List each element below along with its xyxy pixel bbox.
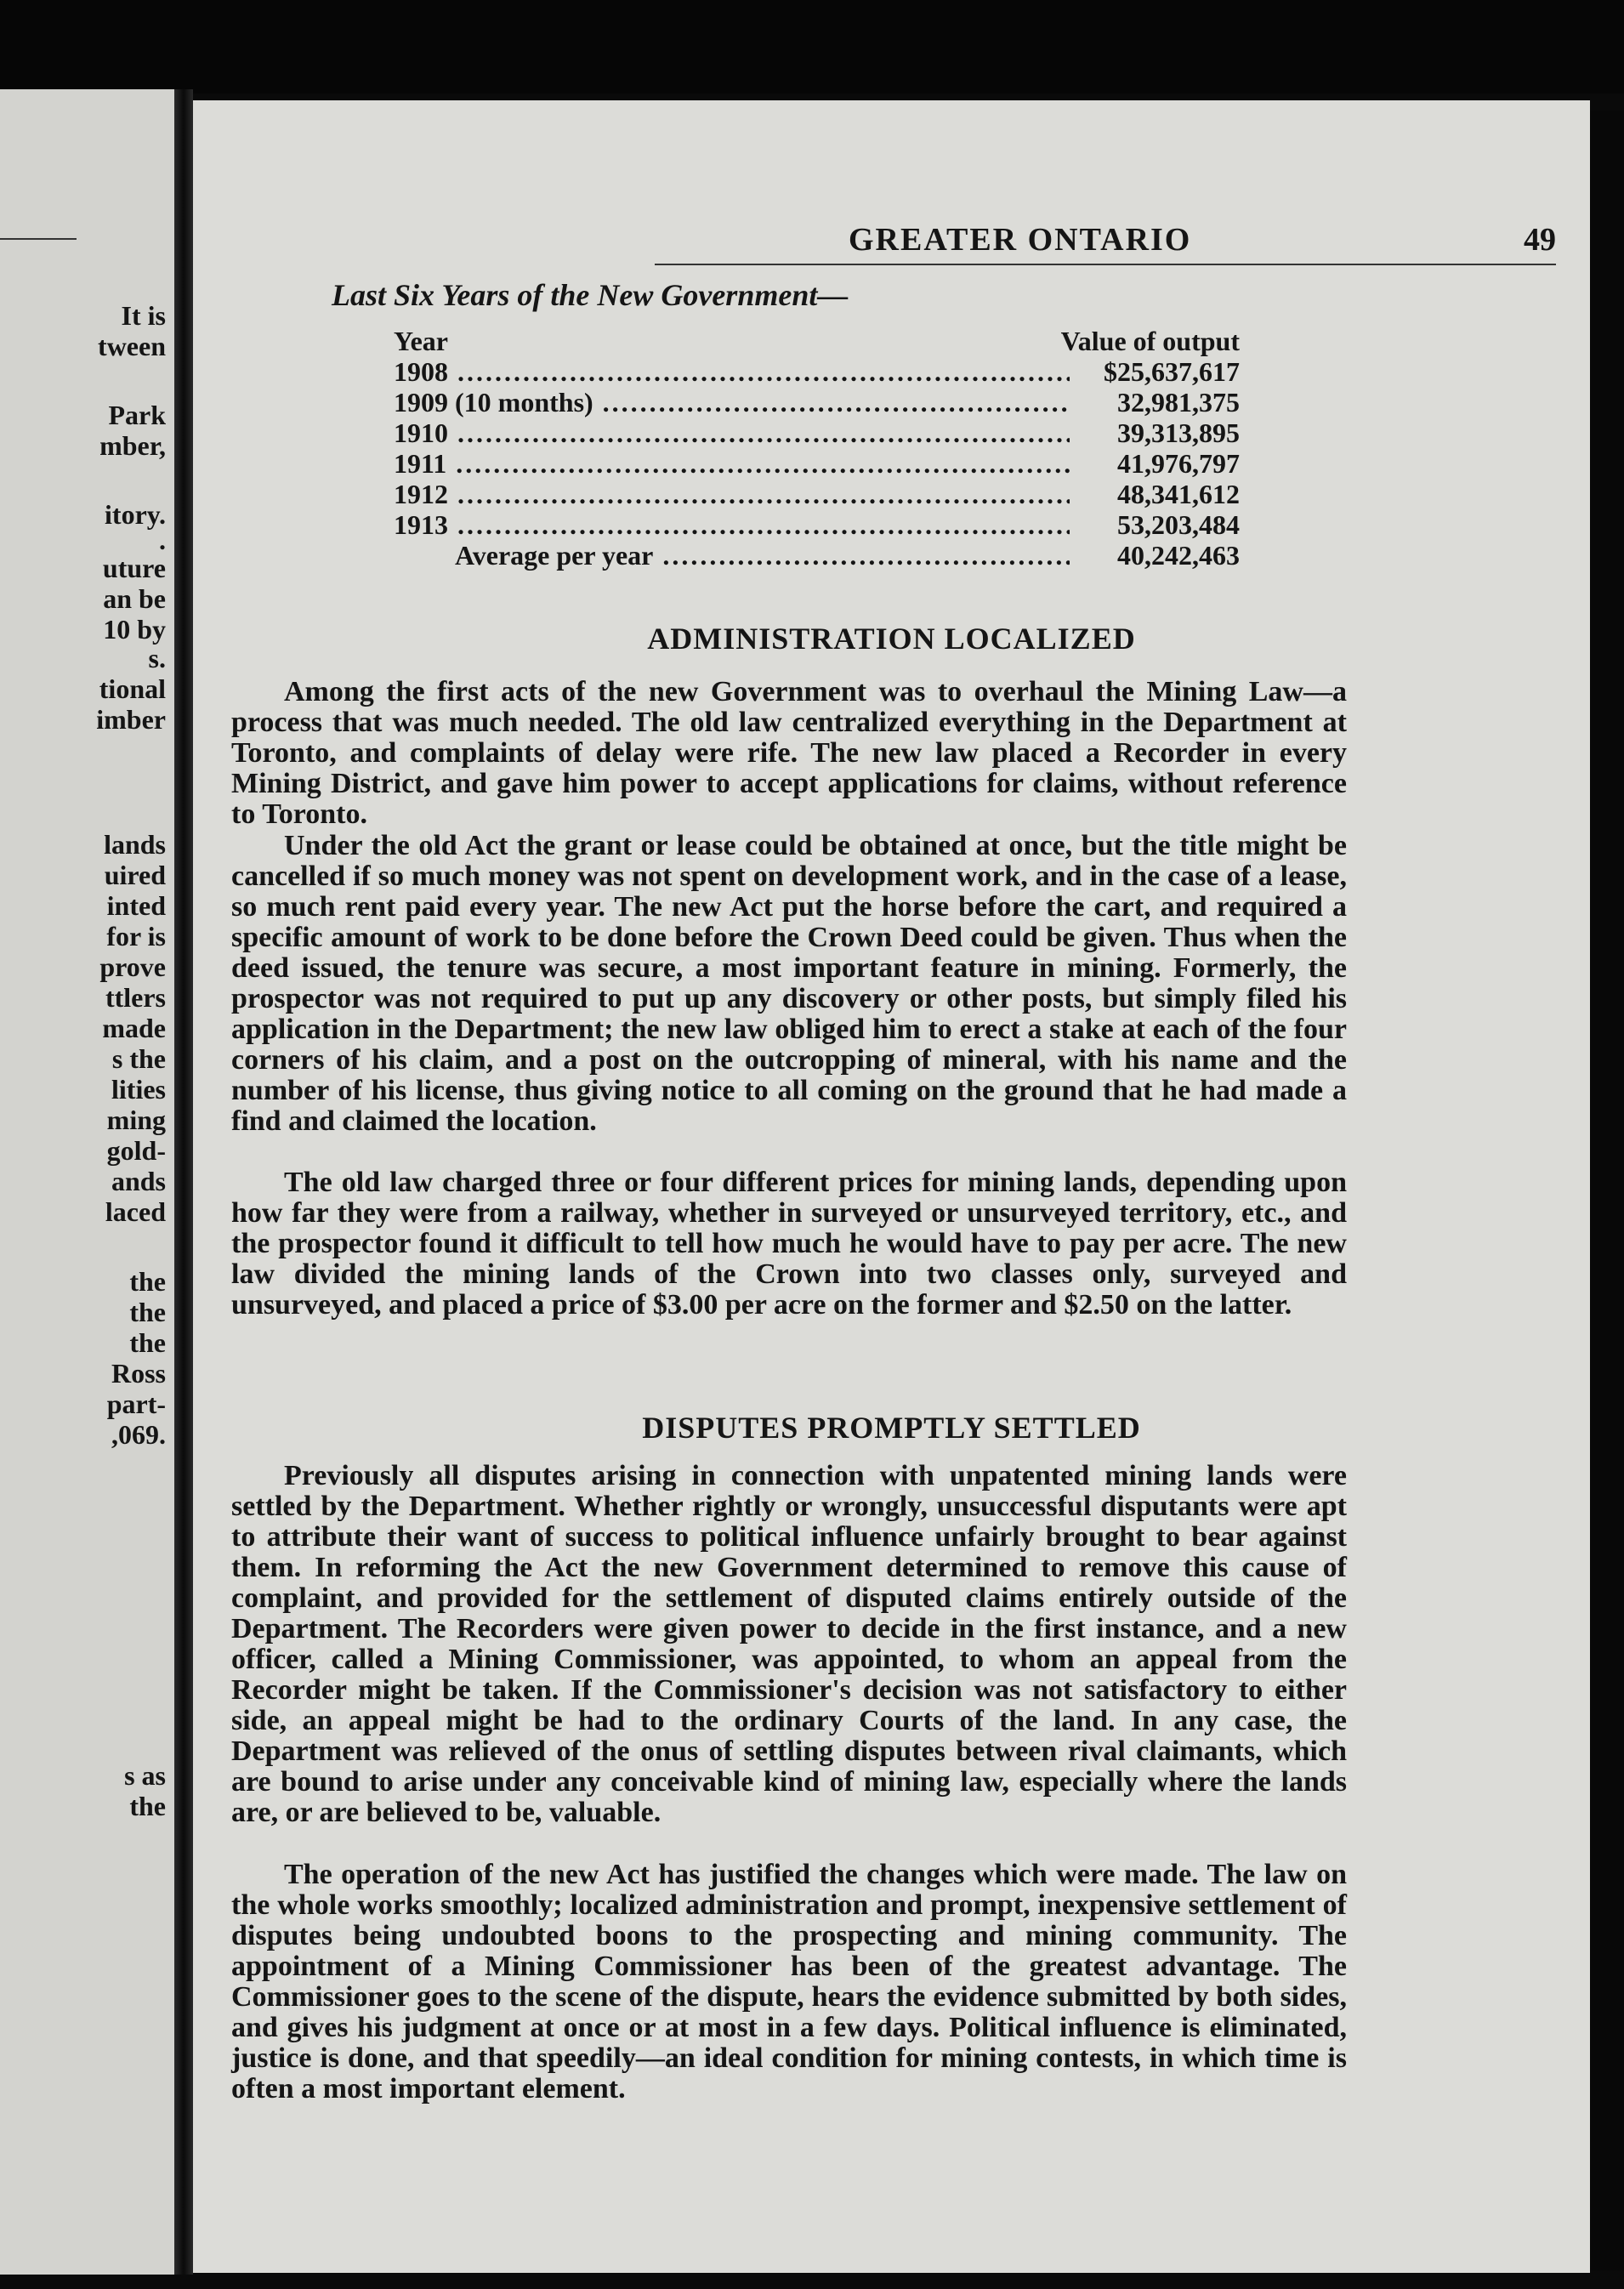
- paragraph: The operation of the new Act has justified the changes which were made. The law on the whole works smoothly; localized administration and prompt, inexpensive settlement of disputes being undoubted boons to the prospecting and mining community. The appointment of a Mining Commissioner has been of the greatest advantage. The Commissioner goes to the scene of the dispute, hears the evidence submitted by both sides, and gives his judgment at once or at most in a few days. Political influence is eliminated, justice is done, and that speedily—an ideal condition for mining contests, in which time is often a most important element.: [231, 1859, 1347, 2104]
- table-average-row: [394, 540, 1240, 571]
- margin-fragment: Park: [108, 400, 166, 430]
- table-row: [394, 479, 1240, 509]
- margin-fragment: the: [129, 1297, 166, 1327]
- margin-fragment: made: [102, 1013, 166, 1043]
- margin-fragment: gold-: [106, 1135, 166, 1166]
- adjacent-page-fragment: [0, 89, 174, 2275]
- margin-fragment: tween: [98, 331, 166, 361]
- margin-fragment: the: [129, 1266, 166, 1297]
- margin-fragment: itory.: [105, 499, 166, 530]
- margin-fragment: prove: [99, 951, 166, 982]
- average-label: Average per year .....: [394, 540, 1070, 571]
- row-year: 1909 (10 months) .....: [394, 387, 1070, 417]
- margin-fragment: s as: [124, 1760, 166, 1791]
- row-value: 53,203,484: [1117, 509, 1240, 540]
- table-row: [394, 417, 1240, 448]
- table-row: [394, 509, 1240, 540]
- margin-fragment: uired: [104, 860, 166, 890]
- margin-fragment: 10 by: [103, 614, 166, 645]
- margin-fragment: lands: [104, 829, 166, 860]
- row-value: 41,976,797: [1117, 448, 1240, 479]
- scan-background: [0, 0, 1624, 94]
- row-year: 1910 .....: [394, 417, 1070, 448]
- scan-background-right: [1590, 111, 1624, 2270]
- table-row: [394, 356, 1240, 387]
- adjacent-page-rule: [0, 238, 77, 240]
- table-row: [394, 387, 1240, 417]
- paragraph: Under the old Act the grant or lease could be obtained at once, but the title might be cancelled if so much money was not spent on development work, and in the case of a lease, so much rent paid every year. The new Act put the horse before the cart, and required a specific amount of work to be done before the Crown Deed could be given. Thus when the deed issued, the tenure was secure, a most important feature in mining. Formerly, the prospector was not required to put up any discovery or other posts, but simply filed his application in the Department; the new law obliged him to erect a stake at each of the four corners of his claim, and a post on the outcropping of mineral, with his name and the number of his license, thus giving notice to all coming on the ground that he had made a find and claimed the location.: [231, 830, 1347, 1137]
- output-table: [394, 326, 1240, 571]
- table-heading: Last Six Years of the New Government—: [332, 278, 849, 312]
- margin-fragment: .: [159, 525, 166, 555]
- table-row: [394, 448, 1240, 479]
- column-header-value: Value of output: [1060, 326, 1240, 356]
- margin-fragment: part-: [106, 1389, 166, 1419]
- margin-fragment: ming: [106, 1105, 166, 1135]
- margin-fragment: lities: [111, 1074, 166, 1105]
- paragraph: Among the first acts of the new Government was to overhaul the Mining Law—a process that was much needed. The old law centralized everything in the Department at Toronto, and complaints of delay were rife. The new law placed a Recorder in every Mining District, and gave him power to accept applications for claims, without reference to Toronto.: [231, 676, 1347, 830]
- average-value: 40,242,463: [1117, 540, 1240, 571]
- margin-fragment: inted: [106, 890, 166, 921]
- margin-fragment: the: [129, 1327, 166, 1358]
- row-value: $25,637,617: [1104, 356, 1240, 387]
- running-title: GREATER ONTARIO: [849, 222, 1192, 258]
- margin-fragment: Ross: [111, 1358, 166, 1389]
- margin-fragment: laced: [105, 1196, 166, 1227]
- margin-fragment: imber: [96, 704, 166, 735]
- margin-fragment: tional: [99, 673, 166, 704]
- row-value: 32,981,375: [1117, 387, 1240, 417]
- margin-fragment: ands: [111, 1166, 166, 1196]
- row-value: 48,341,612: [1117, 479, 1240, 509]
- column-header-year: Year: [394, 326, 448, 356]
- row-year: 1912 .....: [394, 479, 1070, 509]
- margin-fragment: It is: [121, 300, 166, 331]
- book-gutter: [174, 89, 193, 2275]
- margin-fragment: s the: [111, 1043, 166, 1074]
- book-page: [193, 100, 1590, 2273]
- table-header-row: [394, 326, 1240, 356]
- margin-fragment: ttlers: [105, 982, 166, 1013]
- margin-fragment: ,069.: [111, 1419, 166, 1450]
- row-year: 1911 .....: [394, 448, 1070, 479]
- paragraph: The old law charged three or four different prices for mining lands, depending upon how far they were from a railway, whether in surveyed or unsurveyed territory, etc., and the prospector found it difficult to tell how much he would have to pay per acre. The new law divided the mining lands of the Crown into two classes only, surveyed and unsurveyed, and placed a price of $3.00 per acre on the former and $2.50 on the latter.: [231, 1167, 1347, 1321]
- paragraph: Previously all disputes arising in connection with unpatented mining lands were settled by the Department. Whether rightly or wrongly, unsuccessful disputants were apt to attribute their want of success to political influence unfairly brought to bear against them. In reforming the Act the new Government determined to remove this cause of complaint, and provided for the settlement of disputed claims entirely outside of the Department. The Recorders were given power to decide in the first instance, and a new officer, called a Mining Commissioner, was appointed, to whom an appeal from the Recorder might be taken. If the Commissioner's decision was not satisfactory to either side, an appeal might be had to the ordinary Courts of the land. In any case, the Department was relieved of the onus of settling disputes between rival claimants, which are bound to arise under any conceivable kind of mining law, especially where the lands are, or are believed to be, valuable.: [231, 1460, 1347, 1828]
- margin-fragment: for is: [106, 921, 166, 951]
- section-heading-administration: ADMINISTRATION LOCALIZED: [647, 622, 1136, 656]
- margin-fragment: uture: [102, 553, 166, 583]
- row-value: 39,313,895: [1117, 417, 1240, 448]
- section-heading-disputes: DISPUTES PROMPTLY SETTLED: [642, 1411, 1141, 1445]
- row-year: 1908 .....: [394, 356, 1070, 387]
- running-head: [655, 211, 1556, 265]
- margin-fragment: an be: [103, 583, 166, 614]
- page-number: 49: [1524, 222, 1556, 258]
- margin-fragment: s.: [148, 643, 166, 673]
- margin-fragment: mber,: [99, 430, 166, 461]
- row-year: 1913 .....: [394, 509, 1070, 540]
- margin-fragment: the: [129, 1791, 166, 1821]
